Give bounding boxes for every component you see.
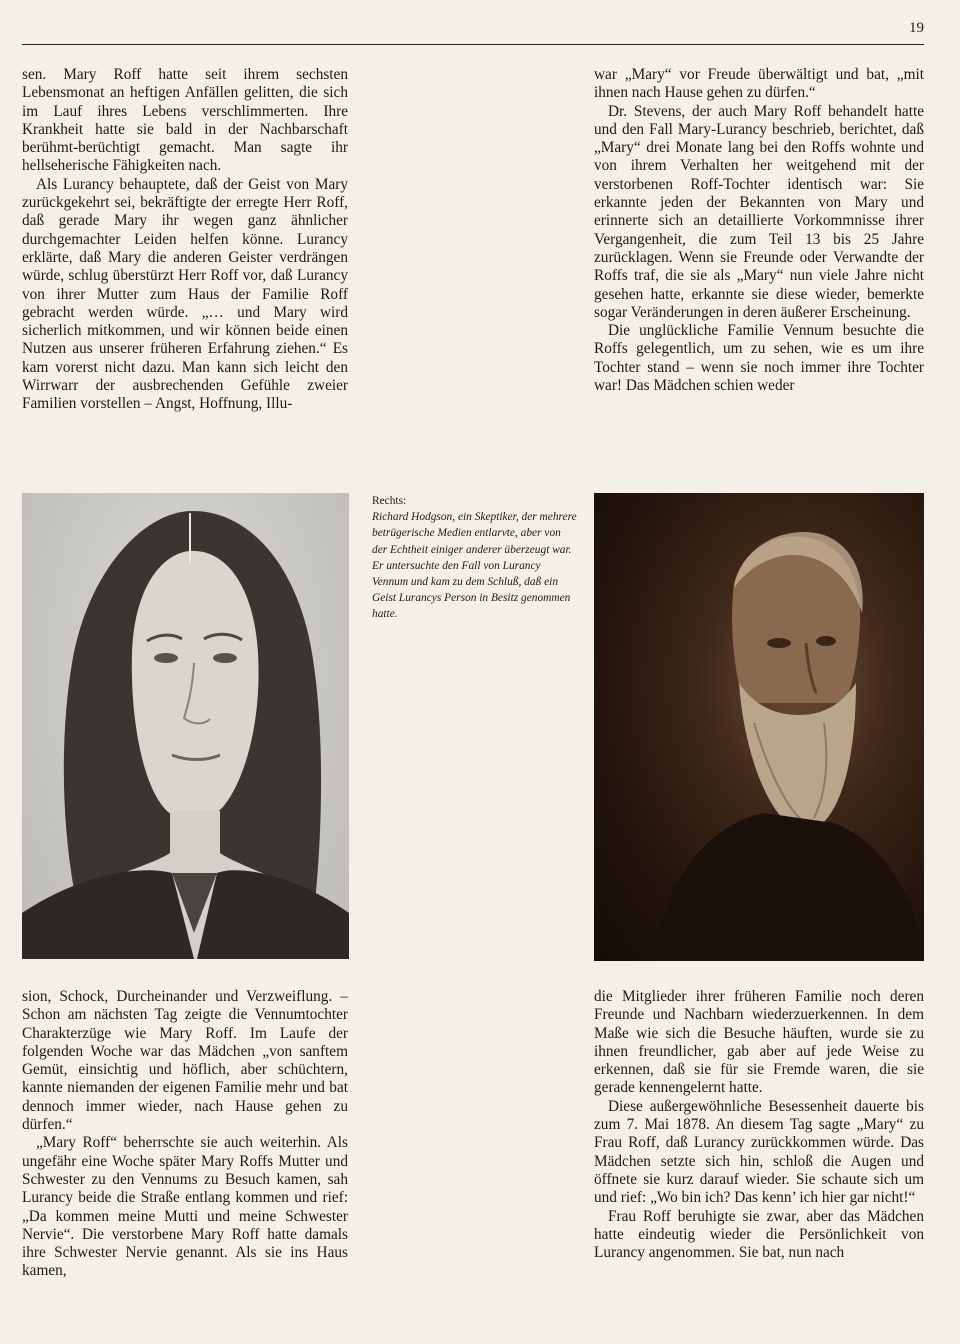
column-top-left xyxy=(22,66,348,414)
page-number: 19 xyxy=(909,20,924,36)
paragraph: sen. Mary Roff hatte seit ihrem sechsten Lebensmonat an heftigen Anfällen gelitten, die sich im Lauf ihres Lebens verschlimmerten. Ihre Krankheit hatte sie bald in der Nachbarschaft berühmt-berüchtigt gemacht. Man sagte ihr hellseherische Fähigkeiten nach. xyxy=(22,66,348,175)
header-rule xyxy=(22,44,924,45)
paragraph: Als Lurancy behauptete, daß der Geist von Mary zurückgekehrt sei, bekräftigte der erregte Herr Roff, daß gerade Mary ihr wegen ganz ähnlicher durchgemachter Leiden helfen könne. Lurancy erklärte, daß Mary die anderen Geister verdrängen würde, schlug überstürzt Herr Roff vor, daß Lurancy von ihrer Mutter zum Haus der Familie Roff gebracht werden würde. „… und Mary wird sicherlich mitkommen, und wir können beide einen Nutzen aus unserer früheren Erfahrung ziehen.“ Es kam vorerst nicht dazu. Man kann sich leicht den Wirrwarr der ausbrechenden Gefühle zweier Familien vorstellen – Angst, Hoffnung, Illu- xyxy=(22,175,348,413)
paragraph: Diese außergewöhnliche Besessenheit dauerte bis zum 7. Mai 1878. An diesem Tag sagte „Mary“ zu Frau Roff, daß Lurancy zurückkommen würde. Das Mädchen setzte sich hin, schloß die Augen und öffnete sie kurz darauf wieder. Sie schaute sich um und rief: „Wo bin ich? Das kenn’ ich hier gar nicht!“ xyxy=(594,1097,924,1207)
paragraph: Die unglückliche Familie Vennum besuchte die Roffs gelegentlich, um zu sehen, wie es um ihre Tochter stand – wenn sie noch immer ihre Tochter war! Das Mädchen schien weder xyxy=(594,322,924,395)
paragraph: die Mitglieder ihrer früheren Familie noch deren Freunde und Nachbarn wiederzuerkennen. In dem Maße wie sich die Besuche häuften, wurde sie zu ihnen freundlicher, gab aber auf jede Weise zu erkennen, daß sie für sie Fremde waren, die sie gerade kennengelernt hatte. xyxy=(594,988,924,1097)
caption-text: Richard Hodgson, ein Skeptiker, der mehrere betrügerische Medien entlarvte, aber von der Echtheit einiger anderer überzeugt war. Er untersuchte den Fall von Lurancy Vennum und kam zu dem Schluß, daß ein Geist Lurancys Person in Besitz genommen hatte. xyxy=(372,511,577,621)
paragraph: Frau Roff beruhigte sie zwar, aber das Mädchen hatte eindeutig wieder die Persönlichkeit von Lurancy angenommen. Sie bat, nun nach xyxy=(594,1207,924,1262)
column-top-right xyxy=(594,66,924,395)
portrait-woman-illustration xyxy=(22,493,349,959)
column-bottom-right xyxy=(594,988,924,1262)
caption-heading: Rechts: xyxy=(372,495,407,507)
image-caption xyxy=(372,493,578,623)
column-bottom-left xyxy=(22,988,348,1281)
paragraph: sion, Schock, Durcheinander und Verzweiflung. – Schon am nächsten Tag zeigte die Vennumtochter Charakterzüge wie Mary Roff. Im Laufe der folgenden Woche war das Mädchen „von sanftem Gemüt, einsichtig und höflich, aber schüchtern, kannte niemanden der eigenen Familie mehr und bat dennoch immer wieder, nach Hause gehen zu dürfen.“ xyxy=(22,988,348,1134)
portrait-richard-hodgson-image xyxy=(594,493,924,961)
paragraph: Dr. Stevens, der auch Mary Roff behandelt hatte und den Fall Mary-Lurancy beschrieb, berichtet, daß „Mary“ drei Monate lang bei den Roffs wohnte und von ihrem Verhalten her weitgehend mit der verstorbenen Roff-Tochter identisch war: Sie erkannte jeden der Bekannten von Mary und erinnerte sich an detaillierte Vorkommnisse ihrer Vergangenheit, die zum Teil 13 bis 25 Jahre zurücklagen. Wenn sie Freunde oder Verwandte der Roffs traf, die sie als „Mary“ nun viele Jahre nicht gesehen hatte, erkannte sie diese wieder, bemerkte sogar Veränderungen in deren äußerer Erscheinung. xyxy=(594,102,924,321)
paragraph: war „Mary“ vor Freude überwältigt und bat, „mit ihnen nach Hause gehen zu dürfen.“ xyxy=(594,66,924,102)
paragraph: „Mary Roff“ beherrschte sie auch weiterhin. Als ungefähr eine Woche später Mary Roffs Mutter und Schwester zu den Vennums zu Besuch kamen, sah Lurancy beide die Straße entlang kommen und rief: „Da kommen meine Mutti und meine Schwester Nervie“. Die verstorbene Mary Roff hatte damals ihre Schwester Nervie genannt. Als sie ins Haus kamen, xyxy=(22,1134,348,1280)
portrait-man-illustration xyxy=(594,493,924,961)
portrait-mary-roff-image xyxy=(22,493,349,959)
